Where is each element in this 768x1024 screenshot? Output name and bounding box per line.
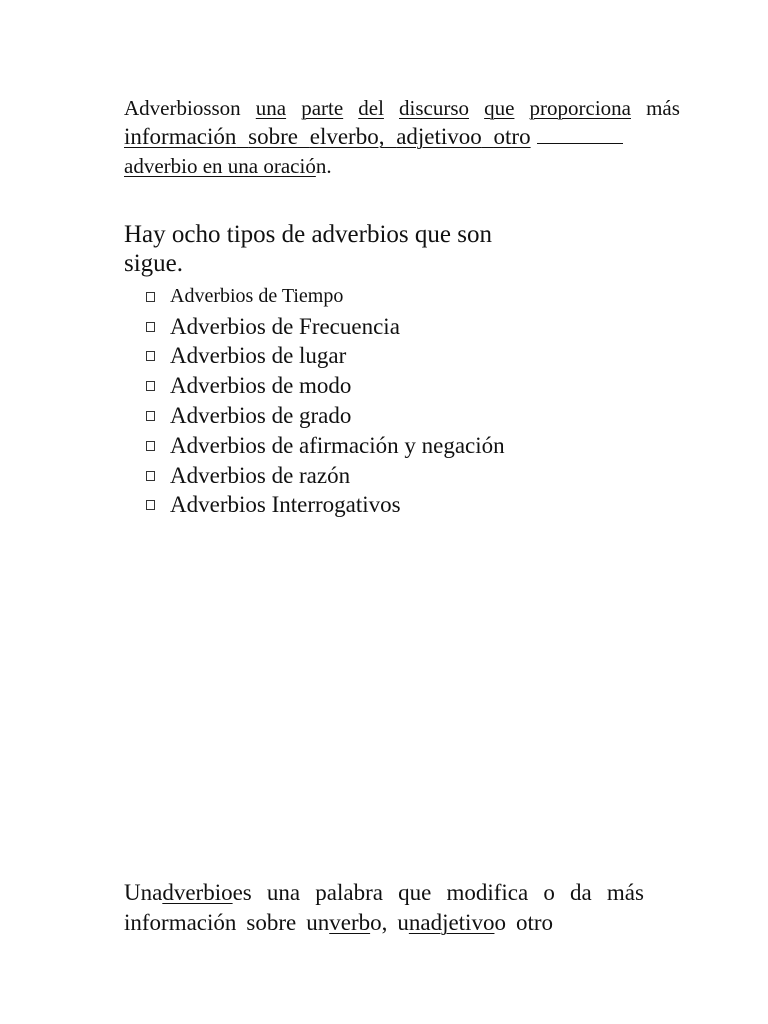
bullet-box-icon xyxy=(146,322,155,332)
word-group xyxy=(306,908,387,938)
bullet-box-icon xyxy=(146,500,155,510)
text: o, xyxy=(370,910,388,935)
bullet-box-icon xyxy=(146,292,155,302)
word: más xyxy=(606,880,644,905)
definition-line-2 xyxy=(124,908,644,938)
text: Una xyxy=(124,880,163,905)
underlined-text: dverbio xyxy=(162,880,233,905)
list-item xyxy=(146,312,505,342)
list-item xyxy=(146,491,505,521)
word: sobre xyxy=(246,910,297,935)
bullet-box-icon xyxy=(146,471,155,481)
word: o xyxy=(543,880,555,905)
list-item-label: Adverbios de Tiempo xyxy=(170,285,344,308)
word: da xyxy=(569,880,592,905)
word: información xyxy=(124,910,237,935)
word: modifica xyxy=(446,880,529,905)
bullet-box-icon xyxy=(146,381,155,391)
intro-line-2 xyxy=(124,122,680,152)
word: Adverbiosson xyxy=(124,96,241,120)
word: otro xyxy=(515,910,554,935)
underlined-text: adverbio en una oració xyxy=(124,154,316,178)
definition-line-1 xyxy=(124,878,644,908)
word: que xyxy=(398,880,432,905)
word: que xyxy=(484,96,515,120)
bullet-box-icon xyxy=(146,441,155,451)
list-item-label: Adverbios Interrogativos xyxy=(170,492,401,518)
text: n. xyxy=(315,154,332,178)
text: un xyxy=(306,910,330,935)
word: una xyxy=(266,880,301,905)
heading-line-2: sigue. xyxy=(124,250,184,277)
list-item xyxy=(146,431,505,461)
list-item-label: Adverbios de grado xyxy=(170,403,352,429)
intro-line-1 xyxy=(124,94,680,122)
list-item-label: Adverbios de Frecuencia xyxy=(170,313,400,339)
list-item xyxy=(146,371,505,401)
list-item-label: Adverbios de afirmación y negación xyxy=(170,432,505,458)
list-item xyxy=(146,461,505,491)
adverb-types-list xyxy=(146,282,505,520)
bullet-box-icon xyxy=(146,351,155,361)
types-heading xyxy=(124,220,524,278)
word: información xyxy=(124,124,237,149)
intro-line-3 xyxy=(124,152,680,180)
word: elverbo, xyxy=(309,124,385,149)
word: discurso xyxy=(399,96,470,120)
word-group xyxy=(124,878,252,908)
word: otro xyxy=(493,124,531,149)
definition-paragraph xyxy=(124,878,644,938)
word-group xyxy=(397,908,506,938)
word: del xyxy=(358,96,384,120)
word: sobre xyxy=(248,124,298,149)
text: o xyxy=(494,910,506,935)
list-item xyxy=(146,401,505,431)
list-item-label: Adverbios de razón xyxy=(170,462,351,488)
text: es xyxy=(232,880,252,905)
list-item xyxy=(146,282,505,312)
blank-underline xyxy=(537,123,623,144)
word: palabra xyxy=(315,880,383,905)
bullet-box-icon xyxy=(146,411,155,421)
heading-line-1: Hay ocho tipos de adverbios que son xyxy=(124,221,492,248)
word: más xyxy=(646,96,680,120)
list-item xyxy=(146,342,505,372)
text: u xyxy=(397,910,409,935)
underlined-text: verb xyxy=(329,910,371,935)
word: proporciona xyxy=(529,96,631,120)
word: parte xyxy=(301,96,344,120)
list-item-label: Adverbios de lugar xyxy=(170,343,347,369)
word: una xyxy=(255,96,287,120)
list-item-label: Adverbios de modo xyxy=(170,373,352,399)
word: adjetivoo xyxy=(396,124,482,149)
intro-paragraph xyxy=(124,94,680,180)
underlined-text: nadjetivo xyxy=(408,910,495,935)
